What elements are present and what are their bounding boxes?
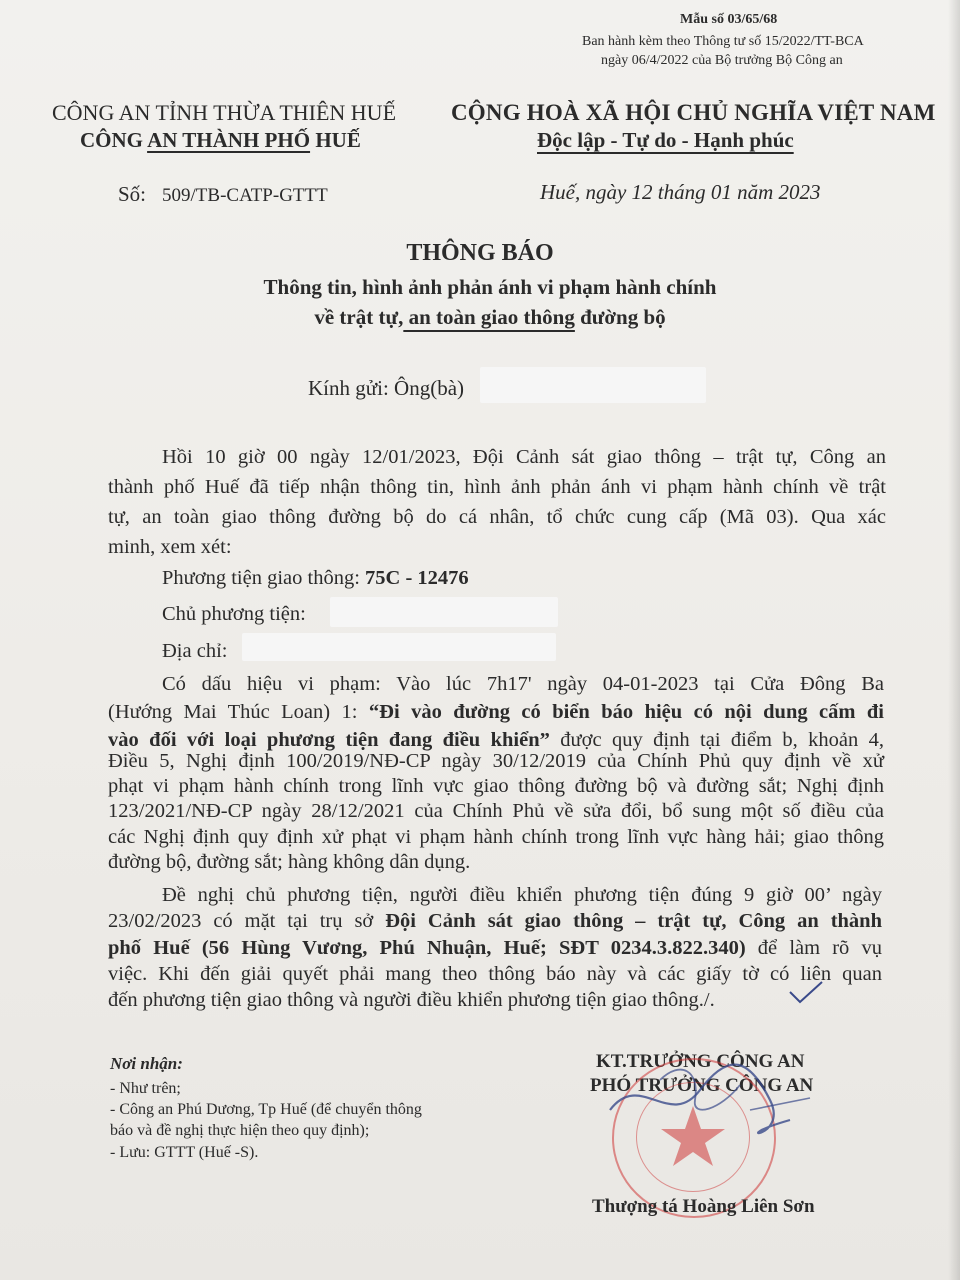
paragraph-line: 123/2021/NĐ-CP ngày 28/12/2021 của Chính Phủ về sửa đổi, bổ sung một số điều của <box>108 800 884 822</box>
paragraph-line: phạt vi phạm hành chính trong lĩnh vực giao thông đường bộ và đường sắt; Nghị định <box>108 775 884 797</box>
paragraph-line: vào đối với loại phương tiện đang điều khiển” được quy định tại điểm b, khoản 4, <box>108 729 885 751</box>
national-motto: Độc lập - Tự do - Hạnh phúc <box>537 128 794 152</box>
signer-name: Thượng tá Hoàng Liên Sơn <box>592 1196 815 1217</box>
recipient-item: - Lưu: GTTT (Huế -S). <box>110 1144 259 1161</box>
paragraph-line: minh, xem xét: <box>108 536 232 558</box>
paragraph-line: Đề nghị chủ phương tiện, người điều khiển phương tiện đúng 9 giờ 00’ ngày <box>162 884 882 906</box>
issued-by-line-2: ngày 06/4/2022 của Bộ trưởng Bộ Công an <box>601 53 843 68</box>
redacted-address <box>242 633 556 661</box>
agency-parent: CÔNG AN TỈNH THỪA THIÊN HUẾ <box>52 100 397 125</box>
paragraph-line: các Nghị định quy định xử phạt vi phạm hành chính trong lĩnh vực hàng hải; giao thông <box>108 826 884 848</box>
national-title: CỘNG HOÀ XÃ HỘI CHỦ NGHĨA VIỆT NAM <box>451 100 936 125</box>
issued-by-line-1: Ban hành kèm theo Thông tư số 15/2022/TT-BCA <box>582 34 864 49</box>
paragraph-line: đường bộ, đường sắt; hàng không dân dụng. <box>108 851 471 873</box>
form-number: Mẫu số 03/65/68 <box>680 12 778 27</box>
address-label: Địa chỉ: <box>162 640 228 662</box>
paragraph-line: đến phương tiện giao thông và người điều khiển phương tiện giao thông./. <box>108 989 715 1011</box>
paragraph-line: phố Huế (56 Hùng Vương, Phú Nhuận, Huế; SĐT 0234.3.822.340) để làm rõ vụ <box>108 937 882 959</box>
owner-label: Chủ phương tiện: <box>162 603 306 625</box>
paragraph-line: Điều 5, Nghị định 100/2019/NĐ-CP ngày 30/12/2019 của Chính Phủ quy định về xử <box>108 750 884 772</box>
paragraph-line: việc. Khi đến giải quyết phải mang theo thông báo này và các giấy tờ có liên quan <box>108 963 882 985</box>
paragraph-line: tự, an toàn giao thông đường bộ do cá nhân, tổ chức cung cấp (Mã 03). Qua xác <box>108 506 886 528</box>
document-number: Số: 509/TB-CATP-GTTT <box>118 182 328 206</box>
redacted-owner <box>330 597 558 627</box>
checkmark-icon <box>786 978 826 1008</box>
vehicle-line: Phương tiện giao thông: 75C - 12476 <box>162 567 469 589</box>
paragraph-line: 23/02/2023 có mặt tại trụ sở Đội Cảnh sát giao thông – trật tự, Công an thành <box>108 910 882 932</box>
agency-name: CÔNG AN THÀNH PHỐ HUẾ <box>80 128 361 152</box>
signature <box>600 1040 820 1160</box>
paragraph-line: thành phố Huế đã tiếp nhận thông tin, hình ảnh phản ánh vi phạm hành chính về trật <box>108 476 886 498</box>
paragraph-line: Hồi 10 giờ 00 ngày 12/01/2023, Đội Cảnh sát giao thông – trật tự, Công an <box>162 446 886 468</box>
paragraph-line: (Hướng Mai Thúc Loan) 1: “Đi vào đường có biển báo hiệu có nội dung cấm đi <box>108 701 885 723</box>
recipients-heading: Nơi nhận: <box>110 1054 183 1073</box>
paragraph-line: Có dấu hiệu vi phạm: Vào lúc 7h17' ngày 04-01-2023 tại Cửa Đông Ba <box>162 673 884 695</box>
recipient-item: - Công an Phú Dương, Tp Huế (để chuyển thông <box>110 1101 422 1118</box>
recipient-item: báo và đề nghị thực hiện theo quy định); <box>110 1122 370 1139</box>
redacted-recipient-name <box>480 367 706 403</box>
recipient-salutation: Kính gửi: Ông(bà) <box>308 376 465 400</box>
signer-title-1: KT.TRƯỞNG CÔNG AN <box>596 1051 805 1072</box>
place-date: Huế, ngày 12 tháng 01 năm 2023 <box>540 180 821 204</box>
recipient-item: - Như trên; <box>110 1080 181 1097</box>
document-subtitle-1: Thông tin, hình ảnh phản ánh vi phạm hành chính <box>263 275 717 299</box>
signer-title-2: PHÓ TRƯỞNG CÔNG AN <box>590 1075 814 1096</box>
document-title: THÔNG BÁO <box>406 240 554 266</box>
vehicle-plate: 75C - 12476 <box>365 567 469 589</box>
document-subtitle-2: về trật tự, an toàn giao thông đường bộ <box>314 305 666 329</box>
